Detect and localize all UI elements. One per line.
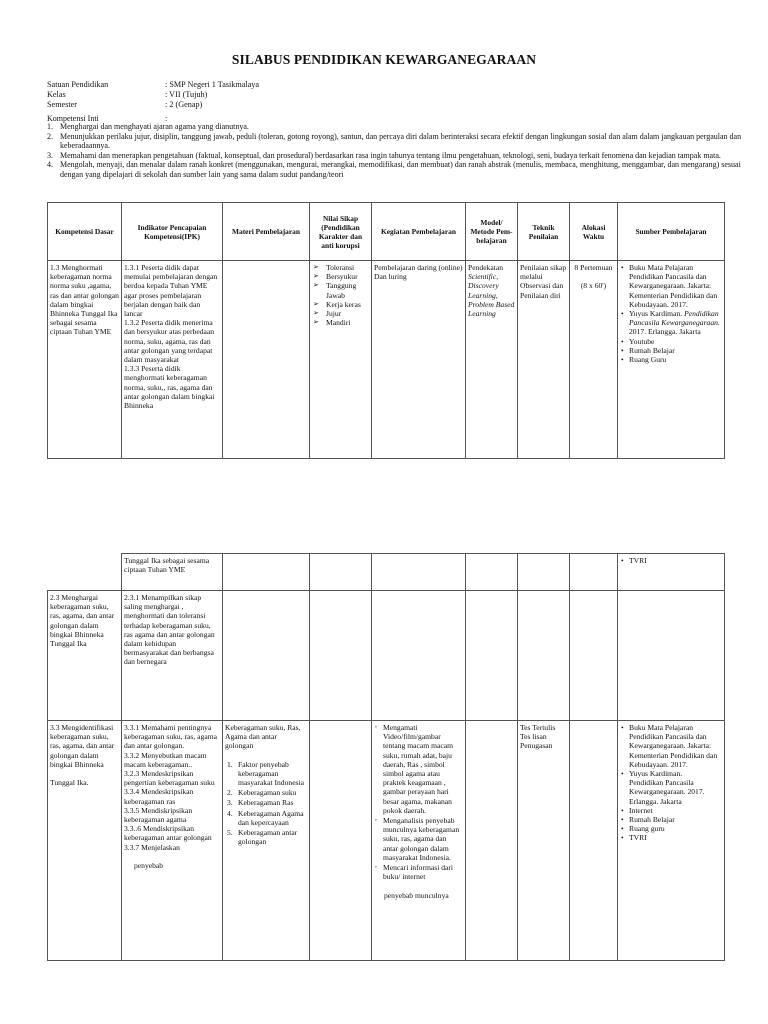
info-row-class [47,90,259,100]
alokasi-cell [570,721,618,961]
sumber-cell [618,591,725,721]
table-row [48,261,725,459]
table-header-row [48,203,725,261]
table-row [48,721,725,961]
nilai-cell [310,554,372,591]
syllabus-table-page2 [47,590,725,961]
table-row [48,591,725,721]
source-list: • Buku Mata Pelajaran Pendidikan Pancasila dan Kewarganegaraan. Jakarta: Kementerian Pendidikan dan Kebudayaan. 2017. • Yuyus Kardiman. Pendidikan Pancasila Kewarganegaraan. 2017. Erlangga. Jakarta • Internet • Rumah Belajar • Ruang guru • TVRI [620,723,722,843]
info-row-school [47,80,259,90]
sumber-cell [618,721,725,961]
kd-cell: 3.3 Mengidentifikasi keberagaman suku, ras, agama, dan antar golongan dalam bingkai Bhinneka Tunggal Ika. [48,721,122,961]
info-value: : 2 (Genap) [165,100,203,109]
model-cell [466,721,518,961]
alokasi-cell [570,591,618,721]
teknik-cell: Penilaian sikap melalui Observasi dan Penilaian diri [518,261,570,459]
model-cell [466,591,518,721]
sumber-cell [618,261,725,459]
teknik-cell: Tes Tertulis Tes lisan Penugasan [518,721,570,961]
school-info [47,80,259,110]
header-model: Model/ Metode Pem-belajaran [466,203,518,261]
kegiatan-cell: , Mengamati Video/film/gambar tentang macam macam suku, rumah adat, baju daerah, Ras , simbol simbol agama atau praktek keagamaan , gambar perayaan hari besar agama, makanan pokok daerah. , Menganalisis penyebab munculnya keberagaman suku, ras, agama dan antar golongan dalam masyarakat Indonesia. , Mencari informasi dari buku/ internet penyebab munculnya [372,721,466,961]
syllabus-table-continuation [121,553,725,591]
info-label: Semester [47,100,78,109]
list-item: 3. Memahami dan menerapkan pengetahuan (faktual, konseptual, dan prosedural) berdasarkan rasa ingin tahunya tentang ilmu pengetahuan, teknologi, seni, budaya terkait fenomena dan kejadian tampak mata. [47,150,721,160]
teknik-cell [518,554,570,591]
header-materi: Materi Pembelajaran [223,203,310,261]
sumber-cell [618,554,725,591]
nilai-cell [310,591,372,721]
kd-cell: 2.3 Menghargai keberagaman suku, ras, agama, dan antar golongan dalam bingkai Bhinneka Tunggal Ika [48,591,122,721]
model-cell: Pendekatan Scientific, Discovery Learning, Problem Based Learning [466,261,518,459]
alokasi-cell: 8 Pertemuan (8 x 60') [570,261,618,459]
info-value: : SMP Negeri 1 Tasikmalaya [165,80,260,89]
ipk-cell: 2.3.1 Menampilkan sikap saling menghargai , menghormati dan toleransi terhadap keberagaman suku, ras agama dan antar golongan dalam kehidupan bermasyarakat dan berbangsa dan bernegara [122,591,223,721]
list-item: 2. Menunjukkan perilaku jujur, disiplin, tanggung jawab, peduli (toleran, gotong royong), santun, dan percaya diri dalam berinteraksi secara efektif dengan lingkungan sosial dan alam dalam jangkauan pergaulan dan keberadaannya. [47,131,742,151]
nilai-cell [310,261,372,459]
nilai-cell [310,721,372,961]
activity-list: , Mengamati Video/film/gambar tentang macam macam suku, rumah adat, baju daerah, Ras , simbol simbol agama atau praktek keagamaan , gambar perayaan hari besar agama, makanan pokok daerah. , Menganalisis penyebab munculnya keberagaman suku, ras, agama dan antar golongan dalam masyarakat Indonesia. , Mencari informasi dari buku/ internet [374,723,463,881]
materi-cell: Keberagaman suku, Ras, Agama dan antar golongan 1. Faktor penyebab keberagaman masyarakat Indonesia 2. Keberagaman suku 3. Keberagaman Ras 4. Keberagaman Agama dan kepercayaan 5. Keberagaman antar golongan [223,721,310,961]
info-label: Kelas [47,90,66,99]
list-item: 4. Mengolah, menyaji, dan menalar dalam ranah konkret (menggunakan, mengurai, merangkai, memodifikasi, dan membuat) dan ranah abstrak (menulis, membaca, menghitung, menggambar, dan mengarang) sesuai dengan yang dipelajari di sekolah dan sumber lain yang sama dalam sudut pandang/teori [47,160,741,179]
document-title: SILABUS PENDIDIKAN KEWARGANEGARAAN [231,52,537,67]
header-kegiatan: Kegiatan Pembelajaran [372,203,466,261]
info-label: Satuan Pendidikan [47,80,109,89]
kegiatan-cell [372,554,466,591]
syllabus-table-page1 [47,202,725,459]
core-competencies-list [47,122,752,180]
materi-cell [223,261,310,459]
kd-cell: 1.3 Menghormati keberagaman norma norma suku ,agama, ras dan antar golongan dalam bingkai Bhinneka Tunggal Ika sebagai sesama ciptaan Tuhan YME [48,261,122,459]
kegiatan-cell: Pembelajaran daring (online) Dan luring [372,261,466,459]
model-cell [466,554,518,591]
value-list: ➢ Toleransi ➢ Bersyukur ➢ Tanggung Jawab ➢ Kerja keras ➢ Jujur ➢ Mandiri [312,263,369,327]
ipk-cell: Tunggal Ika sebagai sesama ciptaan Tuhan YME [122,554,223,591]
header-kd: Kompetensi Dasar [48,203,122,261]
ipk-cell: 1.3.1 Peserta didik dapat memulai pembelajaran dengan berdoa kepada Tuhan YME agar proses pembelajaran berjalan dengan baik dan lancar 1.3.2 Peserta didik menerima dan bersyukur atas perbedaan norma, suku, agama, ras dan antar golongan yang terdapat dalam masyarakat 1.3.3 Peserta didik menghormati keberagaman norma, suku,, ras, agama dan antar golongan dalam bingkai Bhinneka [122,261,223,459]
list-item: 1. Menghargai dan menghayati ajaran agama yang dianutnya. [47,122,249,131]
header-alokasi: Alokasi Waktu [570,203,618,261]
materi-cell [223,554,310,591]
materi-cell [223,591,310,721]
header-sumber: Sumber Pembelajaran [618,203,725,261]
source-list: • TVRI [620,556,722,565]
alokasi-cell [570,554,618,591]
core-competencies-heading: Kompetensi Inti : [47,114,168,123]
kegiatan-cell [372,591,466,721]
material-list: 1. Faktor penyebab keberagaman masyarakat Indonesia 2. Keberagaman suku 3. Keberagaman Ras 4. Keberagaman Agama dan kepercayaan 5. Keberagaman antar golongan [227,759,304,847]
header-nilai: Nilai Sikap (Pendidikan Karakter dan anti korupsi [310,203,372,261]
ipk-cell: 3.3.1 Memahami pentingnya keberagaman suku, ras, agama dan antar golongan. 3.3.2 Menyebutkan macam macam keberagaman.. 3.2.3 Mendeskripsikan pengertian keberagaman suku 3.3.4 Mendeskripsikan keberagaman ras 3.3.5 Mendiskripsikan keberagaman agama 3.3..6 Mendiskripsikan keberagaman antar golongan 3.3.7 Menjelaskan penyebab [122,721,223,961]
teknik-cell [518,591,570,721]
info-row-semester [47,100,259,110]
core-competencies [47,114,752,180]
header-ipk: Indikator Pencapaian Kompetensi(IPK) [122,203,223,261]
header-teknik: Teknik Penilaian [518,203,570,261]
info-value: : VII (Tujuh) [165,90,208,99]
source-list: • Buku Mata Pelajaran Pendidikan Pancasila dan Kewarganegaraan. Jakarta: Kementerian Pendidikan dan Kebudayaan. 2017. • Yuyus Kardiman. Pendidikan Pancasila Kewarganegaraan. 2017. Erlangga. Jakarta • Youtube • Rumah Belajar • Ruang Guru [620,263,722,364]
table-row [122,554,725,591]
